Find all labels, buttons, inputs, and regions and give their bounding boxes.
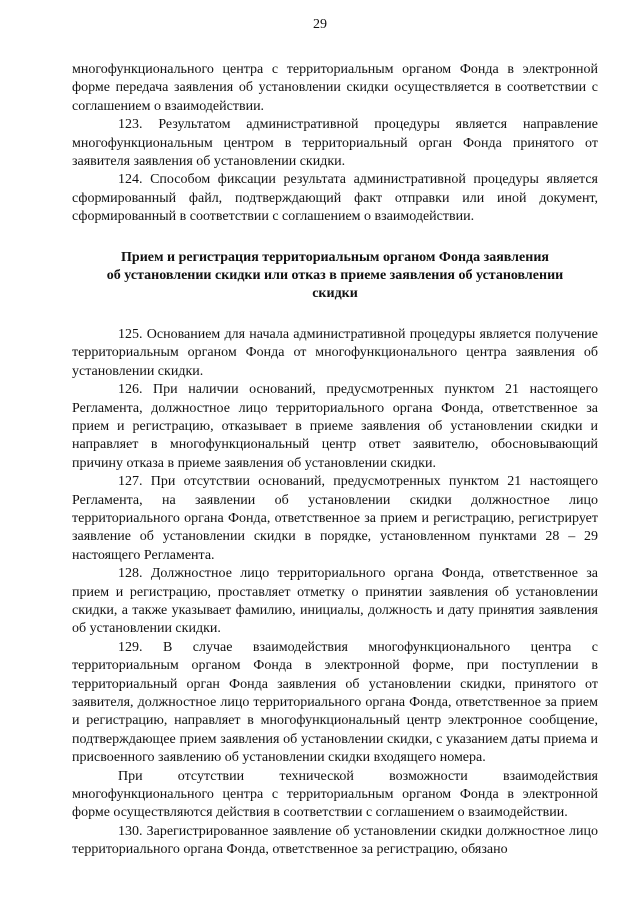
paragraph-129: 129. В случае взаимодействия многофункционального центра с территориальным органом Фонда в электронной форме, при поступлении в территориальный орган Фонда заявления об установлении скидки, принятого от заявителя, должностное лицо территориального органа Фонда, ответственное за прием и регистрацию, направляет в многофункциональный центр электронное сообщение, подтверждающее прием заявления об установлении скидки, с указанием даты приема и присвоенного заявлению об установлении скидки входящего номера. — [72, 639, 598, 766]
section-heading — [72, 249, 598, 304]
section-heading-line-2: об установлении скидки или отказ в приеме заявления об установлении — [106, 268, 564, 284]
section-heading-line-1: Прием и регистрация территориальным органом Фонда заявления — [121, 249, 549, 265]
paragraph-130: 130. Зарегистрированное заявление об установлении скидки должностное лицо территориального органа Фонда, ответственное за регистрацию, обязано — [72, 823, 598, 858]
document-body — [72, 61, 598, 860]
paragraph-129-note: При отсутствии технической возможности взаимодействия многофункционального центра с территориальным органом Фонда в электронной форме осуществляются действия в соответствии с соглашением о взаимодействии. — [72, 768, 598, 821]
paragraph-128: 128. Должностное лицо территориального органа Фонда, ответственное за прием и регистрацию, проставляет отметку о принятии заявления об установлении скидки, а также указывает фамилию, инициалы, должность и дату принятия заявления об установлении скидки. — [72, 566, 598, 637]
paragraph-125: 125. Основанием для начала административной процедуры является получение территориальным органом Фонда от многофункционального центра заявления об установлении скидки. — [72, 326, 598, 379]
paragraph-126: 126. При наличии оснований, предусмотренных пунктом 21 настоящего Регламента, должностное лицо территориального органа Фонда, ответственное за прием и регистрацию, отказывает в приеме заявления об установлении скидки и направляет в многофункциональный центр ответ заявителю, обосновывающий причину отказа в приеме заявления об установлении скидки. — [72, 382, 598, 471]
paragraph-127: 127. При отсутствии оснований, предусмотренных пунктом 21 настоящего Регламента, на заявлении об установлении скидки должностное лицо территориального органа Фонда, ответственное за прием и регистрацию, регистрирует заявление об установлении скидки в порядке, установленном пунктами 28 – 29 настоящего Регламента. — [72, 474, 598, 563]
paragraph-124: 124. Способом фиксации результата административной процедуры является сформированный файл, подтверждающий факт отправки или иной документ, сформированный в соответствии с соглашением о взаимодействии. — [72, 172, 598, 225]
paragraph-continuation: многофункционального центра с территориальным органом Фонда в электронной форме передача заявления об установлении скидки осуществляется в соответствии с соглашением о взаимодействии. — [72, 62, 598, 114]
paragraph-123: 123. Результатом административной процедуры является направление многофункциональным центром в территориальный орган Фонда принятого от заявителя заявления об установлении скидки. — [72, 117, 598, 170]
page-number: 29 — [313, 17, 327, 32]
section-heading-line-3: скидки — [312, 286, 358, 302]
